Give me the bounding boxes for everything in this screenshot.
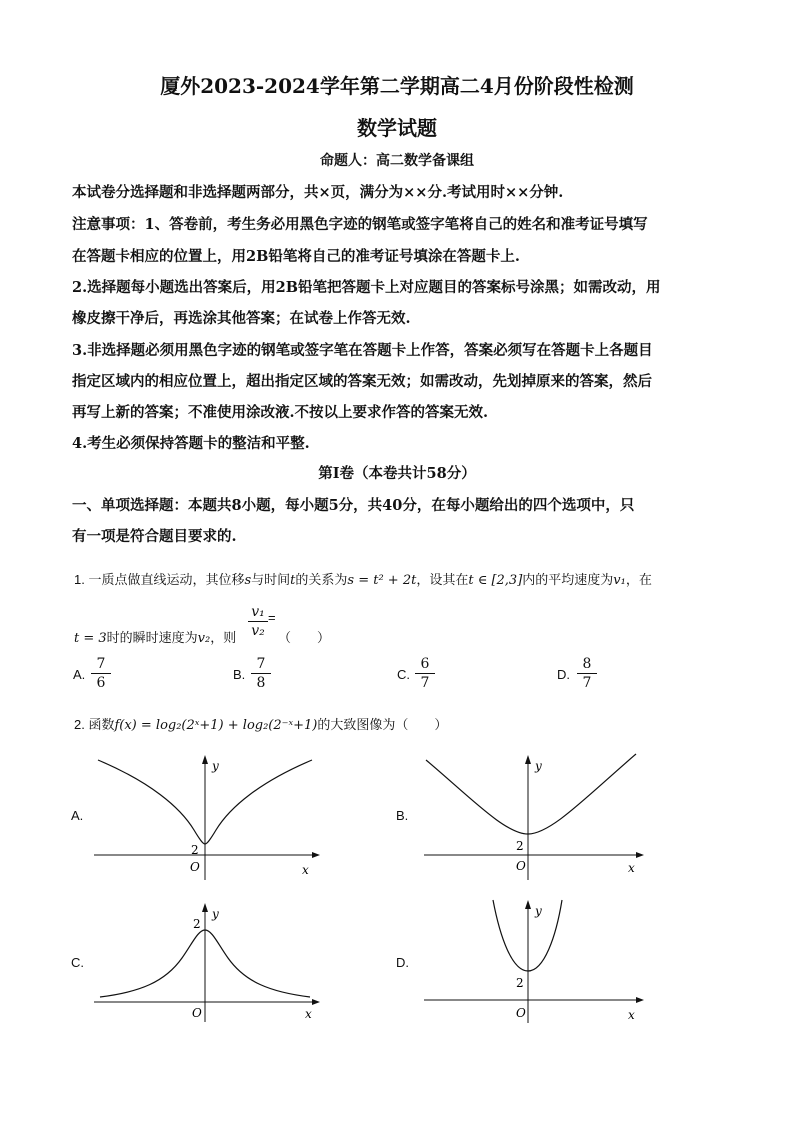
- q2-option-d-label: D.: [396, 955, 409, 970]
- q2-graph-c: [90, 900, 320, 1025]
- instruction-line: 本试卷分选择题和非选择题两部分，共×页，满分为××分.考试用时××分钟.: [72, 184, 564, 201]
- q1-answer-paren: （ ）: [278, 630, 331, 645]
- q1-equals: =: [268, 610, 276, 625]
- q1-option-b-label: B.: [233, 667, 246, 682]
- graph-b-x-label: x: [628, 861, 635, 875]
- question-1-line-2: t = 3时的瞬时速度为v₂，则: [74, 630, 237, 646]
- instruction-line: 橡皮擦干净后，再选涂其他答案；在试卷上作答无效.: [72, 310, 411, 327]
- q1-option-c-value: $\frac{6}{7}$: [415, 655, 435, 692]
- graph-c-x-label: x: [305, 1007, 312, 1021]
- graph-a-x-label: x: [302, 863, 309, 877]
- q1-option-d-label: D.: [557, 667, 570, 682]
- q2-graph-a: [90, 752, 320, 882]
- instruction-line: 2.选择题每小题选出答案后，用2B铅笔把答题卡上对应题目的答案标号涂黑；如需改动，用: [72, 279, 661, 296]
- q1-option-d-value: $\frac{8}{7}$: [577, 655, 597, 692]
- exam-subtitle: 数学试题: [357, 116, 437, 140]
- q1-option-a-label: A.: [73, 667, 86, 682]
- section-heading: 有一项是符合题目要求的.: [72, 528, 237, 545]
- q2-graph-d: [420, 897, 645, 1025]
- graph-d-x-label: x: [628, 1008, 635, 1022]
- instruction-line: 指定区域内的相应位置上，超出指定区域的答案无效；如需改动，先划掉原来的答案，然后: [72, 373, 652, 390]
- exam-author: 命题人：高二数学备课组: [320, 153, 474, 169]
- graph-b-y-label: y: [535, 759, 542, 773]
- graph-c-origin-label: O: [192, 1006, 202, 1020]
- q2-option-a-label: A.: [71, 808, 84, 823]
- graph-d-intercept-label: 2: [516, 976, 524, 990]
- graph-b-intercept-label: 2: [516, 839, 524, 853]
- graph-a-y-label: y: [212, 759, 219, 773]
- instruction-line: 再写上新的答案；不准使用涂改液.不按以上要求作答的答案无效.: [72, 404, 489, 421]
- q1-option-a-value: $\frac{7}{6}$: [91, 655, 111, 692]
- instruction-line: 注意事项：1、答卷前，考生务必用黑色字迹的钢笔或签字笔将自己的姓名和准考证号填写: [72, 216, 648, 233]
- question-1-line-1: 1. 一质点做直线运动，其位移s与时间t的关系为s = t² + 2t，设其在t ∈ [2,3]内的平均速度为v₁，在: [74, 572, 652, 588]
- q2-option-c-label: C.: [71, 955, 84, 970]
- instruction-line: 3.非选择题必须用黑色字迹的钢笔或签字笔在答题卡上作答，答案必须写在答题卡上各题目: [72, 342, 653, 359]
- q2-graph-b: [420, 752, 645, 882]
- section-heading: 一、单项选择题：本题共8小题，每小题5分，共40分，在每小题给出的四个选项中，只: [72, 497, 635, 514]
- exam-title: 厦外2023-2024学年第二学期高二4月份阶段性检测: [160, 74, 634, 98]
- q1-option-c-label: C.: [397, 667, 410, 682]
- graph-b-origin-label: O: [516, 859, 526, 873]
- graph-a-intercept-label: 2: [191, 843, 199, 857]
- question-2-stem: 2. 函数f(x) = log₂(2ˣ+1) + log₂(2⁻ˣ+1)的大致图像为（ ）: [74, 717, 448, 733]
- instruction-line: 在答题卡相应的位置上，用2B铅笔将自己的准考证号填涂在答题卡上.: [72, 248, 520, 265]
- volume-heading: 第Ⅰ卷（本卷共计58分）: [318, 465, 476, 482]
- graph-a-origin-label: O: [190, 860, 200, 874]
- graph-c-intercept-label: 2: [193, 917, 201, 931]
- q1-fraction: $\frac{\text{v₁}}{\text{v₂}}$: [248, 603, 268, 640]
- q1-option-b-value: $\frac{7}{8}$: [251, 655, 271, 692]
- instruction-line: 4.考生必须保持答题卡的整洁和平整.: [72, 435, 310, 452]
- graph-d-y-label: y: [535, 904, 542, 918]
- graph-c-y-label: y: [212, 907, 219, 921]
- graph-d-origin-label: O: [516, 1006, 526, 1020]
- q2-option-b-label: B.: [396, 808, 409, 823]
